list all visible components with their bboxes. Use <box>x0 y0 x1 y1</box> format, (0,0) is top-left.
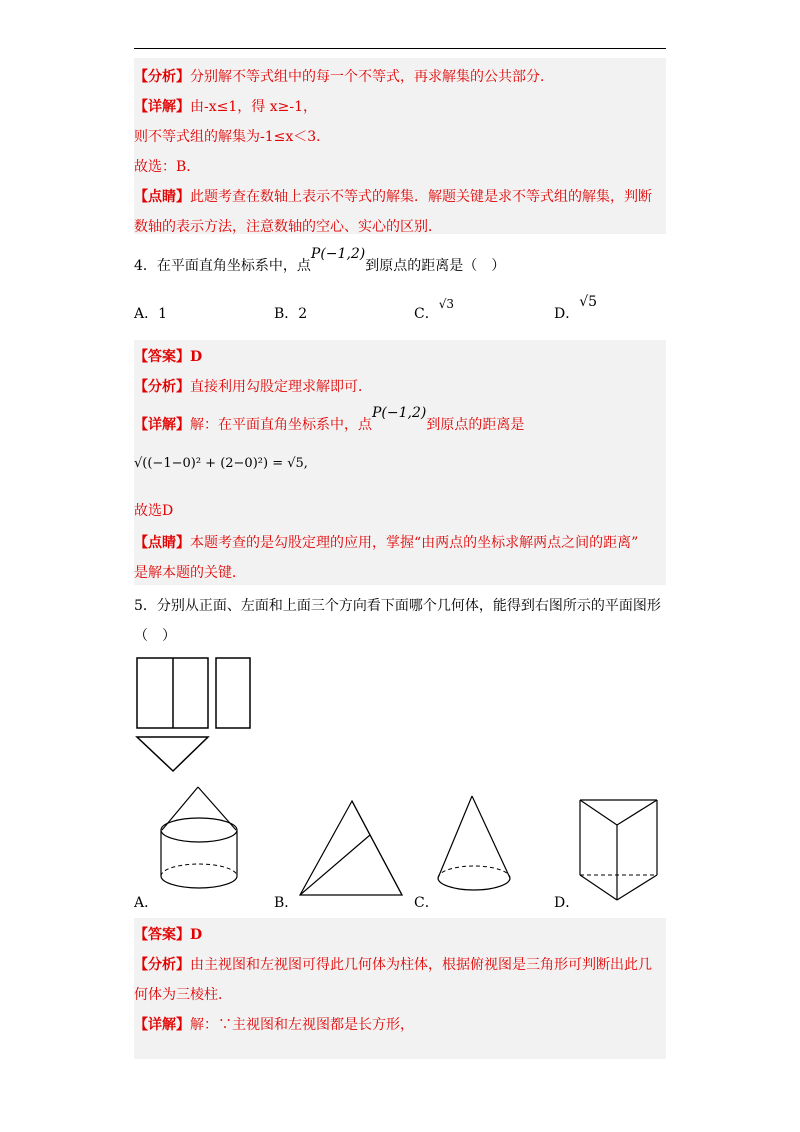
prev-comment-2: 数轴的表示方法，注意数轴的空心、实心的区别． <box>134 219 442 235</box>
q5-stem: 5．分别从正面、左面和上面三个方向看下面哪个几何体，能得到右图所示的平面图形 <box>134 598 661 614</box>
q4-formula: √((−1−0)² + (2−0)²) = √5, <box>134 456 308 471</box>
q4-choose: 故选D <box>134 503 174 519</box>
q5-detail: 【详解】解：∵主视图和左视图都是长方形， <box>134 1017 414 1033</box>
q5-answer: 【答案】D <box>134 927 203 943</box>
prev-solution-set: 则不等式组的解集为-1≤x＜3． <box>134 129 331 145</box>
q4-option-b: B．2 <box>274 306 308 322</box>
q4-answer: 【答案】D <box>134 349 203 365</box>
q4-analysis: 【分析】直接利用勾股定理求解即可． <box>134 379 372 395</box>
q5-option-b: B． <box>274 895 299 911</box>
q4-detail: 【详解】解：在平面直角坐标系中，点P(−1,2)到原点的距离是 <box>134 405 525 433</box>
prev-choose: 故选：B． <box>134 159 201 175</box>
prev-analysis: 【分析】分别解不等式组中的每一个不等式，再求解集的公共部分． <box>134 69 554 85</box>
q5-analysis: 【分析】由主视图和左视图可得此几何体为柱体，根据俯视图是三角形可判断出此几 <box>134 957 652 973</box>
prev-detail: 【详解】由-x≤1，得 x≥-1， <box>134 99 317 115</box>
q4-comment-2: 是解本题的关键． <box>134 565 246 581</box>
q4-option-c: C．√3 <box>414 297 454 322</box>
q5-paren: （ ） <box>134 628 176 644</box>
q4-detail-point: P(−1,2) <box>372 405 427 421</box>
q4-option-a: A．1 <box>134 306 168 322</box>
q5-option-c: C． <box>414 895 439 911</box>
prev-comment: 【点睛】此题考查在数轴上表示不等式的解集．解题关键是求不等式组的解集，判断 <box>134 189 652 205</box>
q4-comment: 【点睛】本题考查的是勾股定理的应用，掌握“由两点的坐标求解两点之间的距离” <box>134 535 639 551</box>
q4-option-d: D．√5 <box>554 294 598 322</box>
q5-option-d: D． <box>554 895 580 911</box>
q5-option-a: A． <box>134 895 159 911</box>
q4-point: P(−1,2) <box>310 246 366 262</box>
q4-stem: 4．在平面直角坐标系中，点P(−1,2)到原点的距离是（ ） <box>134 246 506 274</box>
q5-analysis-2: 何体为三棱柱． <box>134 987 232 1003</box>
